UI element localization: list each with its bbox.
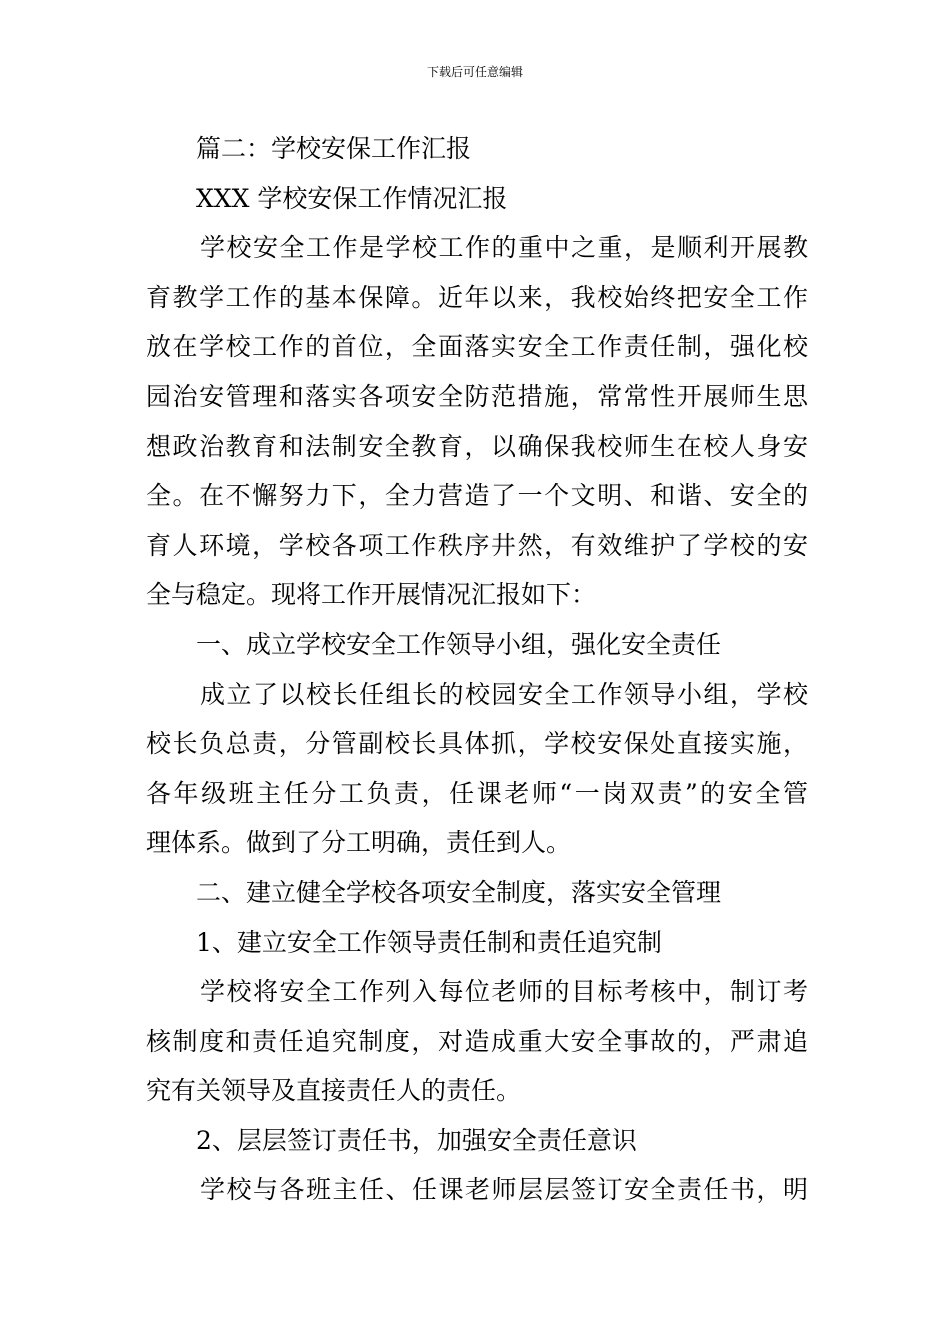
paragraph-line: 全。在不懈努力下，全力营造了一个文明、和谐、安全的	[146, 481, 808, 511]
paragraph-line: 全与稳定。现将工作开展情况汇报如下：	[146, 580, 597, 610]
page-header-note: 下载后可任意编辑	[426, 65, 523, 79]
paragraph-line: 放在学校工作的首位，全面落实安全工作责任制，强化校	[146, 332, 808, 362]
paragraph-line: 各年级班主任分工负责，任课老师“一岗双责”的安全管	[146, 778, 808, 808]
section-heading: 篇二：学校安保工作汇报	[196, 134, 472, 163]
paragraph-line: 学校与各班主任、任课老师层层签订安全责任书，明	[200, 1175, 808, 1205]
paragraph-line: 园治安管理和落实各项安全防范措施，常常性开展师生思	[146, 381, 808, 411]
paragraph-line: 想政治教育和法制安全教育，以确保我校师生在校人身安	[146, 431, 808, 461]
paragraph-line: 育人环境，学校各项工作秩序井然，有效维护了学校的安	[146, 530, 808, 560]
paragraph-line: 育教学工作的基本保障。近年以来，我校始终把安全工作	[146, 282, 808, 312]
paragraph-line: 学校安全工作是学校工作的重中之重，是顺利开展教	[200, 233, 808, 263]
paragraph-line: 校长负总责，分管副校长具体抓，学校安保处直接实施，	[146, 729, 808, 759]
section-heading: 二、建立健全学校各项安全制度，落实安全管理	[196, 877, 722, 907]
paragraph-line: 成立了以校长任组长的校园安全工作领导小组，学校	[200, 679, 808, 709]
document-body	[146, 124, 808, 1215]
report-title: XXX 学校安保工作情况汇报	[196, 183, 508, 213]
paragraph-line: 核制度和责任追究制度，对造成重大安全事故的，严肃追	[146, 1026, 808, 1056]
subsection-heading: 2、层层签订责任书，加强安全责任意识	[196, 1125, 637, 1155]
paragraph-line: 学校将安全工作列入每位老师的目标考核中，制订考	[200, 977, 808, 1007]
section-heading: 一、成立学校安全工作领导小组，强化安全责任	[196, 629, 722, 659]
subsection-heading: 1、建立安全工作领导责任制和责任追究制	[196, 927, 662, 957]
paragraph-line: 究有关领导及直接责任人的责任。	[146, 1076, 522, 1106]
paragraph-line: 理体系。做到了分工明确，责任到人。	[146, 828, 572, 858]
